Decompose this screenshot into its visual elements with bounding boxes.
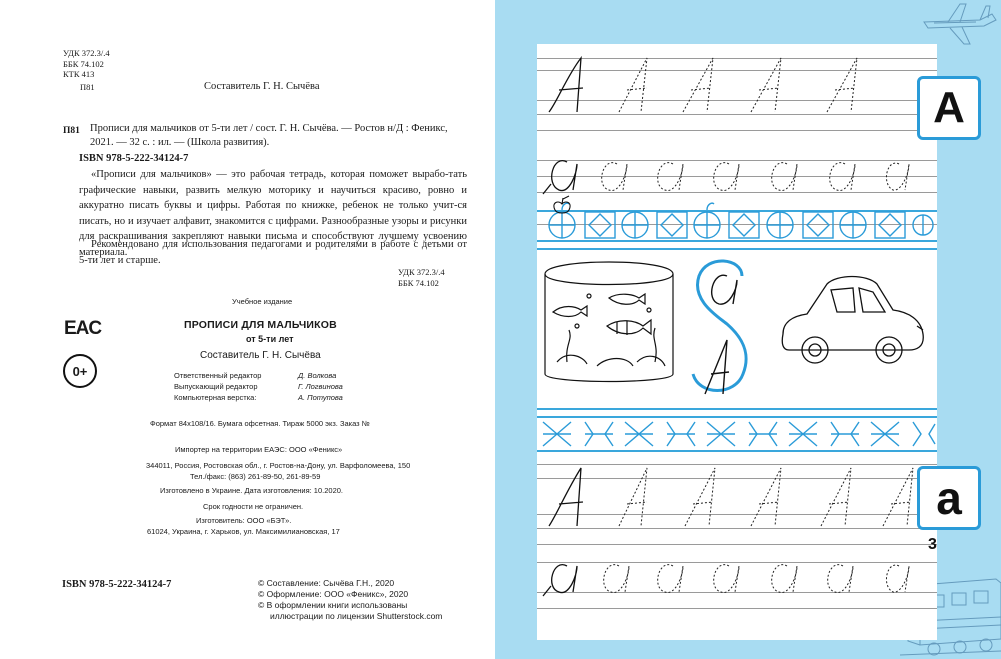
bbk-line: ББК 74.102 xyxy=(63,58,104,69)
made-line: Изготовлено в Украине. Дата изготовления: 10.2020. xyxy=(160,486,344,495)
isbn-bottom: ISBN 978-5-222-34124-7 xyxy=(62,579,172,590)
biblio-text-2: 2021. — 32 с. : ил. — (Школа развития). xyxy=(90,137,270,148)
address-line: 344011, Россия, Ростовская обл., г. Ростов-на-Дону, ул. Варфоломеева, 150 xyxy=(146,461,411,470)
maker-line: Изготовитель: ООО «БЭТ». xyxy=(196,516,292,525)
udk-line: УДК 372.3/.4 xyxy=(63,48,110,58)
copyright-block xyxy=(258,578,442,622)
book-subtitle: от 5-ти лет xyxy=(246,334,294,344)
writing-sheet xyxy=(537,44,937,640)
page-number: 3 xyxy=(928,536,937,553)
udk-line-bottom: УДК 372.3/.4 xyxy=(398,267,445,277)
annotation-recommend: Рекомендовано для использования педагогами и родителями в работе с детьми от 5-ти лет и старше. xyxy=(79,239,467,266)
importer-line: Импортер на территории ЕАЭС: ООО «Феникс» xyxy=(175,445,343,454)
small-letter: а xyxy=(936,472,962,524)
copyright-line: © В оформлении книги использованы xyxy=(258,600,408,610)
copyright-line: © Оформление: ООО «Феникс», 2020 xyxy=(258,589,409,599)
p81-label: П81 xyxy=(80,82,95,92)
bbk-line-bottom: ББК 74.102 xyxy=(398,277,439,288)
eac-mark: EAC xyxy=(64,318,102,339)
credit-role: Компьютерная верстка: xyxy=(174,393,257,402)
compiler-center: Составитель Г. Н. Сычёва xyxy=(200,350,321,361)
credit-role: Выпускающий редактор xyxy=(174,382,258,391)
udk-bottom xyxy=(398,267,445,288)
credit-name: А. Потупова xyxy=(298,393,343,402)
left-page xyxy=(0,0,495,659)
age-rating-text: 0+ xyxy=(72,363,88,379)
udk-header xyxy=(63,48,110,80)
compiler-line: Составитель Г. Н. Сычёва xyxy=(204,81,320,92)
age-rating-badge xyxy=(63,354,97,388)
airplane-sketch-icon xyxy=(920,0,1000,50)
ktk-line: КТК 413 xyxy=(63,69,95,79)
format-line: Формат 84x108/16. Бумага офсетная. Тираж 5000 экз. Заказ № xyxy=(150,419,370,428)
handwriting-guides xyxy=(537,44,937,640)
maker-address: 61024, Украина, г. Харьков, ул. Максимилиановская, 17 xyxy=(147,527,340,536)
shelf-line: Срок годности не ограничен. xyxy=(203,502,304,511)
capital-letter-tab xyxy=(917,76,981,140)
credit-row xyxy=(174,381,374,392)
credit-role: Ответственный редактор xyxy=(174,371,262,380)
credit-name: Д. Волкова xyxy=(298,371,337,380)
credit-row xyxy=(174,370,374,381)
biblio-text-1: Прописи для мальчиков от 5-ти лет / сост. Г. Н. Сычёва. — Ростов н/Д : Феникс, xyxy=(90,123,448,134)
small-letter-tab xyxy=(917,466,981,530)
capital-letter: А xyxy=(933,83,965,132)
copyright-line: иллюстрации по лицензии Shutterstock.com xyxy=(270,611,443,621)
edition-type: Учебное издание xyxy=(232,297,293,306)
biblio-label: П81 xyxy=(63,126,80,136)
phone-line: Тел./факс: (863) 261-89-50, 261-89-59 xyxy=(190,472,321,481)
credits-block xyxy=(174,370,374,403)
book-title: ПРОПИСИ ДЛЯ МАЛЬЧИКОВ xyxy=(184,319,337,331)
credit-row xyxy=(174,392,374,403)
annotation-main: «Прописи для мальчиков» — это рабочая тетрадь, которая поможет вырабо-тать графические навыки, развить мелкую моторику и научиться красиво, ровно и аккуратно писать буквы и цифры. Работая по книжке, ребенок не только учит-ся писать, но и изучает алфавит, знакомится с цифрами. Разнообразные узоры и рисунки для раскрашивания закрепляют навыки письма и способствуют лучшему усвоению материала. xyxy=(79,169,467,258)
isbn-top: ISBN 978-5-222-34124-7 xyxy=(79,153,189,164)
credit-name: Г. Логвинова xyxy=(298,382,343,391)
copyright-line: © Составление: Сычёва Г.Н., 2020 xyxy=(258,578,395,588)
